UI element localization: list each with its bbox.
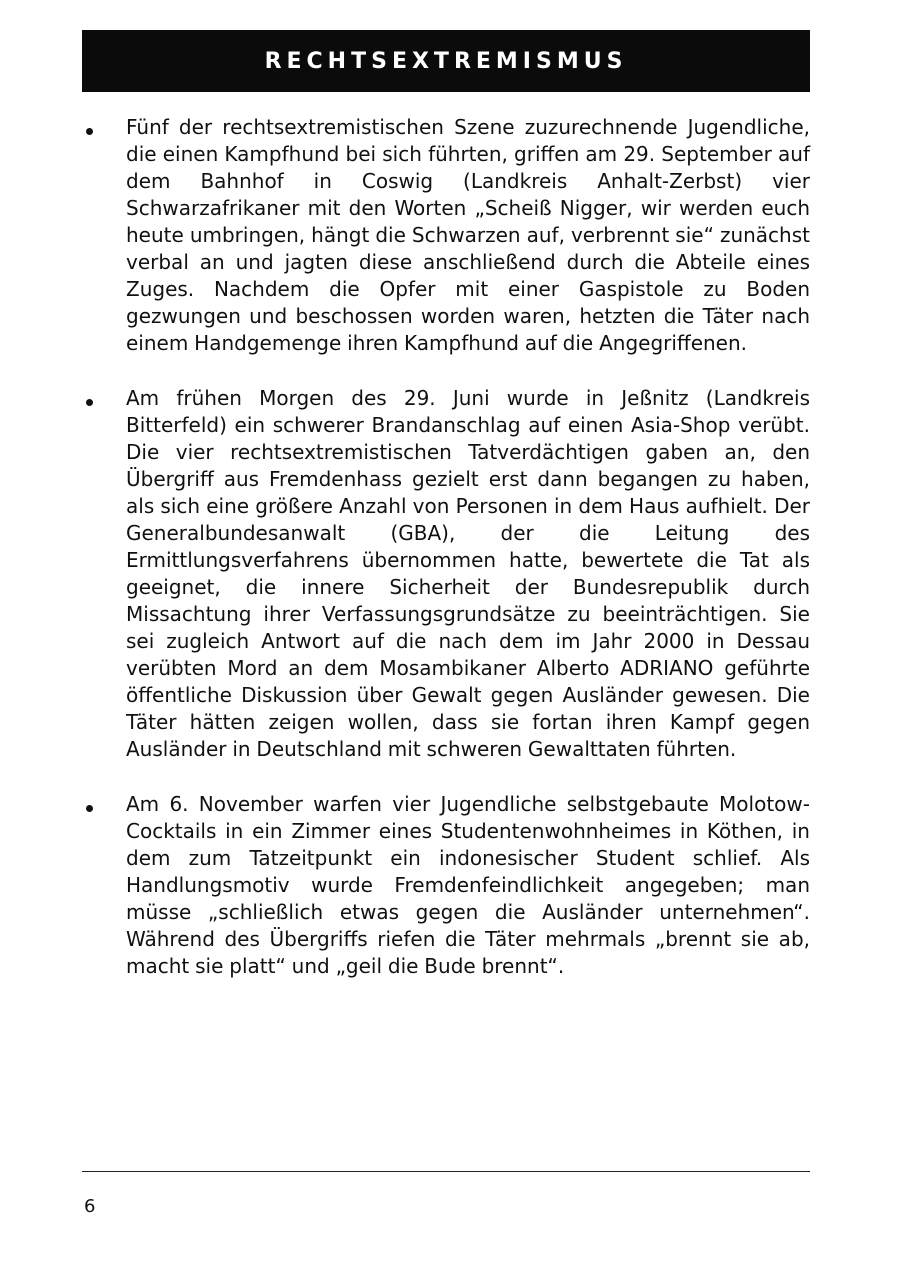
bullet-list [82,114,810,1008]
bullet-icon [86,128,93,135]
page-number: 6 [84,1196,96,1217]
footer-divider [82,1171,810,1172]
bullet-icon [86,399,93,406]
list-item-text: Am 6. November warfen vier Jugendliche selbstgebaute Molotow-Cocktails in ein Zimmer eines Studentenwohnheimes in Köthen, in dem zum Tatzeitpunkt ein indonesischer Student schlief. Als Handlungsmotiv wurde Fremdenfeindlichkeit angegeben; man müsse „schließlich etwas gegen die Ausländer unternehmen“. Während des Übergriffs riefen die Täter mehrmals „brennt sie ab, macht sie platt“ und „geil die Bude brennt“. [126,792,810,978]
list-item [82,385,810,763]
section-header-bar [82,30,810,92]
list-item [82,791,810,980]
list-item [82,114,810,357]
section-title: RECHTSEXTREMISMUS [264,48,628,74]
list-item-text: Fünf der rechtsextremistischen Szene zuzurechnende Jugendliche, die einen Kampfhund bei sich führten, griffen am 29. September auf dem Bahnhof in Coswig (Landkreis Anhalt-Zerbst) vier Schwarzafrikaner mit den Worten „Scheiß Nigger, wir werden euch heute umbringen, hängt die Schwarzen auf, verbrennt sie“ zunächst verbal an und jagten diese anschließend durch die Abteile eines Zuges. Nachdem die Opfer mit einer Gaspistole zu Boden gezwungen und beschossen worden waren, hetzten die Täter nach einem Handgemenge ihren Kampfhund auf die Angegriffenen. [126,115,810,355]
list-item-text: Am frühen Morgen des 29. Juni wurde in Jeßnitz (Landkreis Bitterfeld) ein schwerer Brandanschlag auf einen Asia-Shop verübt. Die vier rechtsextremistischen Tatverdächtigen gaben an, den Übergriff aus Fremdenhass gezielt erst dann begangen zu haben, als sich eine größere Anzahl von Personen in dem Haus aufhielt. Der Generalbundesanwalt (GBA), der die Leitung des Ermittlungsverfahrens übernommen hatte, bewertete die Tat als geeignet, die innere Sicherheit der Bundesrepublik durch Missachtung ihrer Verfassungsgrundsätze zu beeinträchtigen. Sie sei zugleich Antwort auf die nach dem im Jahr 2000 in Dessau verübten Mord an dem Mosambikaner Alberto ADRIANO geführte öffentliche Diskussion über Gewalt gegen Ausländer gewesen. Die Täter hätten zeigen wollen, dass sie fortan ihren Kampf gegen Ausländer in Deutschland mit schweren Gewalttaten führten. [126,386,810,761]
bullet-icon [86,805,93,812]
